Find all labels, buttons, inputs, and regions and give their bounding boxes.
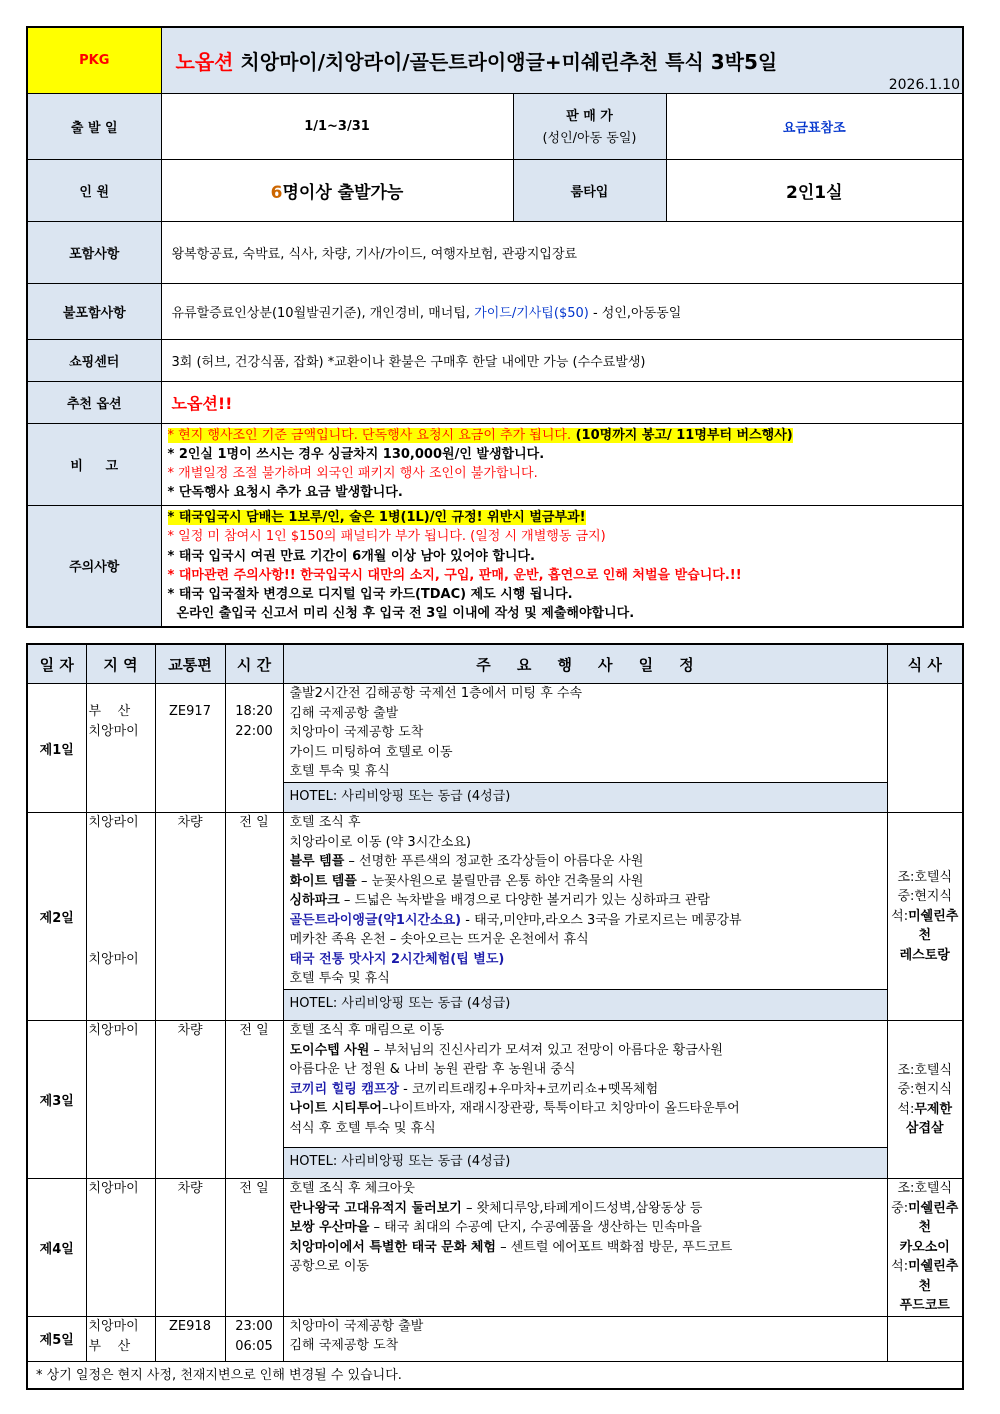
meal-lunch: 카오소이 (899, 1239, 950, 1255)
region-text: 치앙라이 (88, 815, 139, 830)
activity-highlight: 태국 전통 맛사지 2시간체험(팁 별도) (289, 951, 505, 967)
activity-line: – 센트럴 에어포트 백화점 방문, 푸드코트 (495, 1239, 733, 1255)
caution-line: * 일정 미 참여시 1인 $150의 패널티가 부가 됩니다. (일정 시 개별행동 금지) (167, 529, 606, 545)
region-text: 부 산 (88, 704, 131, 719)
people-value-cell (161, 159, 513, 221)
day1-label: 제1일 (27, 684, 86, 813)
remark-line: * 현지 행사조인 기준 금액입니다. 단독행사 요청시 요금이 추가 됩니다. (167, 427, 572, 443)
activity-line: – 왓체디루앙,타페게이드성벽,삼왕동상 등 (461, 1200, 703, 1216)
meal-breakfast: 조:호텔식 (897, 869, 953, 885)
price-label-cell (513, 93, 666, 159)
day1-meal (887, 684, 963, 813)
region-text: 부 산 (88, 1338, 131, 1354)
document-date: 2026.1.10 (888, 76, 960, 93)
meal-breakfast: 조:호텔식 (897, 1062, 953, 1078)
day2-time: 전 일 (225, 813, 283, 1021)
time-text: 23:00 (235, 1318, 273, 1334)
day2-activities (283, 813, 887, 990)
activity-line: – 눈꽃사원으로 불릴만큼 온통 하얀 건축물의 사원 (356, 873, 644, 889)
room-label: 룸타입 (513, 159, 666, 221)
meal-dinner: 레스토랑 (899, 947, 950, 963)
activity-highlight: 코끼리 힐링 캠프장 (289, 1081, 400, 1097)
departure-label: 출 발 일 (27, 93, 161, 159)
activity-highlight: 싱하파크 (289, 893, 340, 908)
activity-line: 치앙마이 국제공항 출발 (289, 1318, 424, 1334)
departure-value: 1/1~3/31 (161, 93, 513, 159)
meal-breakfast: 조:호텔식 (897, 1181, 953, 1196)
activity-line: 호텔 조식 후 매림으로 이동 (289, 1023, 445, 1038)
include-label: 포함사항 (27, 221, 161, 283)
caution-line: 온라인 출입국 신고서 미리 신청 후 입국 전 3일 이내에 작성 및 제출해야합니다. (167, 606, 635, 622)
meal-lunch: 중:현지식 (897, 1082, 953, 1097)
activity-line: 출발2시간전 김해공항 국제선 1층에서 미팅 후 수속 (289, 686, 582, 701)
remark-line: (10명까지 봉고/ 11명부터 버스행사) (571, 427, 793, 443)
caution-line: * 태국 입국시 여권 만료 기간이 6개월 이상 남아 있어야 합니다. (167, 548, 535, 564)
day2-hotel: HOTEL: 사리비앙핑 또는 동급 (4성급) (283, 990, 887, 1021)
col-header-day: 일 자 (27, 644, 86, 684)
itinerary-table (26, 643, 964, 1390)
caution-label: 주의사항 (27, 505, 161, 627)
caution-list (161, 505, 963, 627)
day5-region (86, 1316, 155, 1361)
remark-line: * 2인실 1명이 쓰시는 경우 싱글차지 130,000원/인 발생합니다. (167, 446, 545, 462)
price-label: 판 매 가 (566, 109, 613, 124)
people-value: 명이상 출발가능 (282, 182, 404, 203)
day1-activities (283, 684, 887, 783)
package-info-table (26, 26, 964, 628)
col-header-region: 지 역 (86, 644, 155, 684)
col-header-transport: 교통편 (155, 644, 225, 684)
activity-highlight: 골든트라이앵글(약1시간소요) (289, 912, 462, 928)
exclude-note: - 성인,아동동일 (588, 305, 682, 321)
meal-dinner: 삼겹살 (905, 1121, 944, 1136)
day3-activities (283, 1021, 887, 1148)
remark-list (161, 423, 963, 505)
day2-region (86, 813, 155, 1021)
remark-label: 비 고 (27, 423, 161, 505)
col-header-time: 시 간 (225, 644, 283, 684)
activity-line: 호텔 조식 후 (289, 815, 361, 830)
meal-lunch: 중:현지식 (897, 889, 953, 905)
activity-line: – 선명한 푸른색의 정교한 조각상들이 아름다운 사원 (344, 854, 644, 869)
activity-highlight: 도이수텝 사원 (289, 1042, 370, 1058)
include-value: 왕복항공료, 숙박료, 식사, 차량, 기사/가이드, 여행자보험, 관광지입장료 (161, 221, 963, 283)
activity-line: – 부처님의 진신사리가 모셔져 있고 전망이 아름다운 황금사원 (369, 1042, 723, 1058)
activity-line: 호텔 조식 후 체크아웃 (289, 1181, 415, 1196)
col-header-activities: 주 요 행 사 일 정 (283, 644, 887, 684)
meal-lunch: 미쉘린추천 (908, 1200, 959, 1235)
time-text: 06:05 (235, 1338, 273, 1354)
day3-label: 제3일 (27, 1021, 86, 1179)
meal-dinner: 미쉘린추천 (908, 1259, 959, 1294)
price-value: 요금표참조 (666, 93, 963, 159)
activity-line: 아름다운 난 정원 & 나비 농원 관람 후 농원내 중식 (289, 1062, 576, 1077)
meal-dinner: 미쉘린추천 (908, 908, 959, 944)
meal-dinner: 무제한 (914, 1101, 953, 1117)
day4-region: 치앙마이 (86, 1179, 155, 1317)
day5-meal (887, 1316, 963, 1361)
people-label: 인 원 (27, 159, 161, 221)
activity-line: 가이드 미팅하여 호텔로 이동 (289, 744, 453, 760)
activity-line: 치앙마이 국제공항 도착 (289, 725, 424, 740)
activity-line: 호텔 투숙 및 휴식 (289, 764, 390, 779)
activity-line: – 드넓은 녹차밭을 배경으로 다양한 볼거리가 있는 싱하파크 관람 (339, 893, 710, 908)
day4-transport: 차량 (155, 1179, 225, 1317)
title-option: 노옵션 (175, 50, 234, 74)
caution-line: * 태국 입국절차 변경으로 디지털 입국 카드(TDAC) 제도 시행 됩니다. (167, 586, 573, 602)
meal-dinner-prefix: 석: (891, 1259, 909, 1274)
day2-transport: 차량 (155, 813, 225, 1021)
meal-dinner: 푸드코트 (899, 1298, 950, 1313)
day3-hotel: HOTEL: 사리비앙핑 또는 동급 (4성급) (283, 1148, 887, 1179)
meal-lunch-prefix: 중: (891, 1200, 909, 1216)
day3-time: 전 일 (225, 1021, 283, 1179)
activity-line: 김해 국제공항 출발 (289, 705, 399, 721)
shopping-label: 쇼핑센터 (27, 339, 161, 381)
day3-transport: 차량 (155, 1021, 225, 1179)
activity-line: – 태국 최대의 수공예 단지, 수공예품을 생산하는 민속마을 (369, 1220, 702, 1235)
region-text: 치앙마이 (88, 724, 139, 739)
day1-region (86, 684, 155, 813)
remark-line: * 개별일정 조절 불가하며 외국인 패키지 행사 조인이 불가합니다. (167, 466, 538, 481)
exclude-text: 유류할증료인상분(10월발권기준), 개인경비, 매너팁, (171, 305, 475, 321)
region-text: 치앙마이 (88, 952, 139, 967)
day5-transport: ZE918 (155, 1316, 225, 1361)
activity-line: - 태국,미얀마,라오스 3국을 가로지르는 메콩강뷰 (461, 912, 742, 928)
time-text: 22:00 (235, 724, 273, 739)
exclude-label: 불포함사항 (27, 283, 161, 339)
schedule-footnote: * 상기 일정은 현지 사정, 천재지변으로 인해 변경될 수 있습니다. (27, 1361, 963, 1389)
shopping-value: 3회 (허브, 건강식품, 잡화) *교환이나 환불은 구매후 한달 내에만 가능 (수수료발생) (161, 339, 963, 381)
region-text: 치앙마이 (88, 1318, 139, 1334)
activity-highlight: 화이트 템플 (289, 873, 357, 889)
day1-time (225, 684, 283, 813)
day5-time (225, 1316, 283, 1361)
room-value: 2인1실 (666, 159, 963, 221)
col-header-meal: 식 사 (887, 644, 963, 684)
remark-line: * 단독행사 요청시 추가 요금 발생합니다. (167, 485, 403, 501)
day2-meal (887, 813, 963, 1021)
activity-line: 석식 후 호텔 투숙 및 휴식 (289, 1120, 436, 1136)
option-label: 추천 옵션 (27, 381, 161, 423)
option-value: 노옵션!! (161, 381, 963, 423)
day4-meal (887, 1179, 963, 1317)
activity-line: - 코끼리트래킹+우마차+코끼리쇼+뗏목체험 (399, 1081, 659, 1097)
activity-highlight: 나이트 시티투어 (289, 1101, 382, 1116)
day4-time: 전 일 (225, 1179, 283, 1317)
activity-highlight: 란나왕국 고대유적지 둘러보기 (289, 1200, 462, 1216)
activity-line: 공항으로 이동 (289, 1259, 369, 1274)
package-title (161, 27, 963, 93)
price-sub: (성인/아동 동일) (542, 131, 637, 146)
activity-line: 김해 국제공항 도착 (289, 1338, 399, 1353)
day4-label: 제4일 (27, 1179, 86, 1317)
day5-label: 제5일 (27, 1316, 86, 1361)
activity-line: 메카찬 족욕 온천 – 솟아오르는 뜨거운 온천에서 휴식 (289, 932, 589, 947)
exclude-tip: 가이드/기사팁($50) (474, 305, 589, 321)
activity-line: 호텔 투숙 및 휴식 (289, 971, 390, 986)
day5-activities (283, 1316, 887, 1361)
day1-transport: ZE917 (155, 684, 225, 813)
title-rest: 치앙마이/치앙라이/골든트라이앵글+미쉐린추천 특식 3박5일 (233, 50, 778, 74)
caution-line: * 태국입국시 담배는 1보루/인, 술은 1병(1L)/인 규정! 위반시 벌금부과! (167, 510, 586, 526)
meal-dinner-prefix: 석: (897, 1101, 915, 1117)
activity-line: –나이트바자, 재래시장관광, 툭툭이타고 치앙마이 올드타운투어 (381, 1101, 740, 1116)
day4-activities (283, 1179, 887, 1317)
time-text: 18:20 (235, 704, 273, 719)
pkg-badge: PKG (27, 27, 161, 93)
meal-dinner-prefix: 석: (891, 908, 909, 924)
people-num: 6 (270, 182, 283, 203)
activity-highlight: 보쌍 우산마을 (289, 1220, 370, 1235)
activity-line: 치앙라이로 이동 (약 3시간소요) (289, 834, 472, 850)
activity-highlight: 블루 템플 (289, 854, 345, 869)
day3-meal (887, 1021, 963, 1179)
activity-highlight: 치앙마이에서 특별한 태국 문화 체험 (289, 1239, 496, 1255)
exclude-value (161, 283, 963, 339)
caution-line: * 대마관련 주의사항!! 한국입국시 대만의 소지, 구입, 판매, 운반, 흡연으로 인해 처벌을 받습니다.!! (167, 567, 742, 583)
day1-hotel: HOTEL: 사리비앙핑 또는 동급 (4성급) (283, 783, 887, 813)
day3-region: 치앙마이 (86, 1021, 155, 1179)
day2-label: 제2일 (27, 813, 86, 1021)
